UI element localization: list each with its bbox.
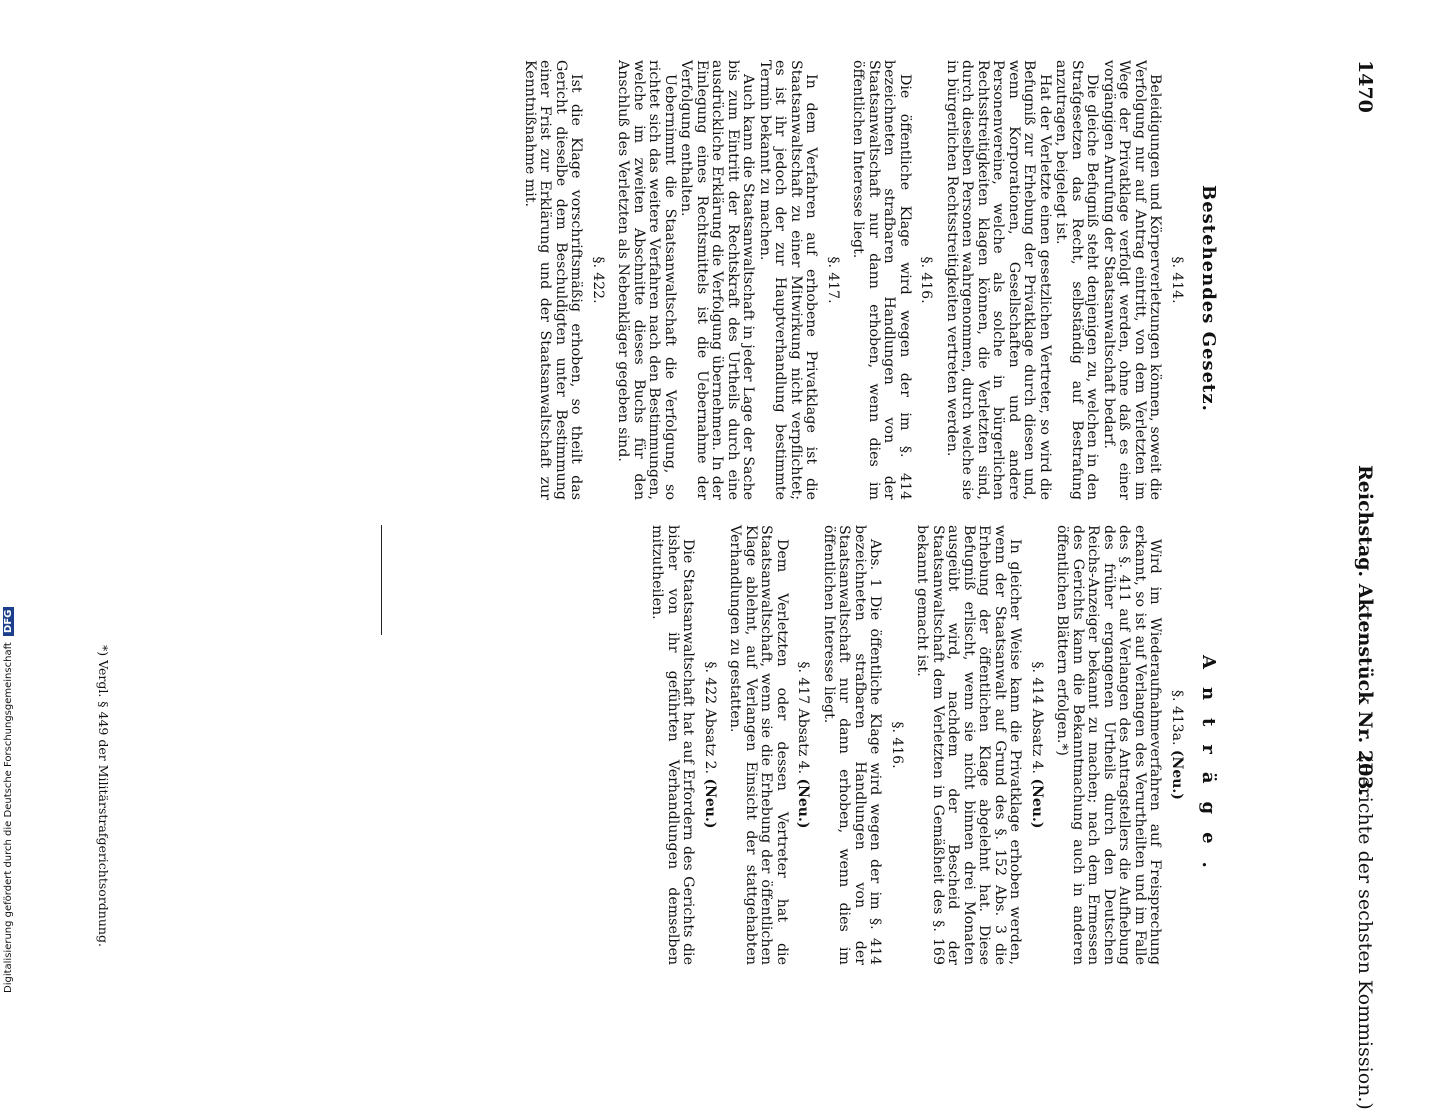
paragraph <box>649 525 696 965</box>
running-header <box>1346 60 1376 1110</box>
section-number: §. 414 Absatz 4. <box>1029 661 1045 775</box>
paragraph-text: In dem Verfahren auf erhobene Privatklage ist die Staatsanwaltschaft zu einer Mitwirkung nicht verpflichtet; es ist ihr jedoch der zur Hauptverhandlung bestimmte Termin bekannt zu machen. <box>757 60 820 500</box>
left-column-heading: Bestehendes Gesetz. <box>1198 185 1219 412</box>
paragraph-text: Wird im Wiederaufnahmeverfahren auf Freisprechung erkannt, so ist auf Verlangen des Verurtheilten und im Falle des §. 411 auf Verlangen des Antragstellers die Aufhebung des früher ergangenen Urtheils durch den Deutschen Reichs-Anzeiger bekannt zu machen; nach dem Ermessen des Gerichts kann die Bekanntmachung auch in anderen öffentlichen Blättern erfolgen.*) <box>1054 525 1164 965</box>
paragraph <box>821 525 883 965</box>
header-title: Reichstag. Aktenstück Nr. 203. <box>1354 465 1376 797</box>
digitization-note <box>3 607 14 993</box>
paragraph-text: Die öffentliche Klage wird wegen der im §. 414 bezeichneten strafbaren Handlungen von der Staatsanwaltschaft nur dann erhoben, wenn dies im öffentlichen Interesse liegt. <box>850 60 913 500</box>
section-number: §. 416. <box>918 256 935 304</box>
section-heading <box>590 60 606 500</box>
right-column-text <box>648 525 1194 965</box>
page-number: 1470 <box>1354 60 1376 113</box>
header-subtitle: (Berichte der sechsten Kommission.) <box>1354 755 1376 1110</box>
left-column-text <box>521 60 1195 500</box>
paragraph <box>850 60 912 500</box>
paragraph <box>678 60 756 500</box>
new-marker: (Neu.) <box>795 778 812 829</box>
section-number: §. 422. <box>590 256 606 304</box>
dfg-logo: DFG <box>3 607 14 636</box>
new-marker: (Neu.) <box>1169 749 1185 800</box>
paragraph <box>727 525 789 965</box>
right-column-heading: Anträge. <box>1198 655 1219 886</box>
paragraph <box>1053 60 1100 500</box>
paragraph <box>944 60 1053 500</box>
paragraph <box>757 60 819 500</box>
new-marker: (Neu.) <box>1029 778 1045 829</box>
paragraph <box>1101 60 1163 500</box>
paragraph-text: In gleicher Weise kann die Privatklage erhoben werden, wenn der Staatsanwalt auf Grund des §. 152 Abs. 3 die Erhebung der öffentlichen Klage abgelehnt hat. Diese Befugniß erlischt, wenn sie nicht binnen drei Monaten ausgeübt wird, nachdem der Bescheid der Staatsanwaltschaft dem Verletzten in Gemäßheit des §. 169 bekannt gemacht ist. <box>914 525 1024 965</box>
digitization-text: Digitalisierung gefördert durch die Deutsche Forschungsgemeinschaft <box>3 642 14 993</box>
paragraph-text: Uebernimmt die Staatsanwaltschaft die Verfolgung, so richtet sich das weitere Verfahren nach den Bestimmungen, welche im zweiten Abschnitte dieses Buchs für den Anschluß des Verletzten als Nebenkläger gegeben sind. <box>615 60 678 500</box>
paragraph <box>1054 525 1163 965</box>
section-heading <box>918 60 934 500</box>
paragraph <box>615 60 677 500</box>
footnote-rule <box>381 525 382 635</box>
section-number: §. 414. <box>1169 256 1185 304</box>
section-number: §. 422 Absatz 2. <box>702 661 718 775</box>
section-number: §. 413a. <box>1169 690 1185 746</box>
paragraph-text: Hat der Verletzte einen gesetzlichen Vertreter, so wird die Befugniß zur Erhebung der Privatklage durch diesen und, wenn Korporationen, Gesellschaften und andere Personenvereine, welche als solche in bürgerlichen Rechtsstreitigkeiten klagen können, die Verletzten sind, durch dieselben Personen wahrgenommen, durch welche sie in bürgerlichen Rechtsstreitigkeiten vertreten werden. <box>944 60 1053 500</box>
section-number: §. 417 Absatz 4. <box>795 661 812 775</box>
paragraph <box>522 60 584 500</box>
section-heading <box>1169 525 1185 965</box>
paragraph-text: Ist die Klage vorschriftsmäßig erhoben, so theilt das Gericht dieselbe dem Beschuldigten unter Bestimmung einer Frist zur Erklärung und der Staatsanwaltschaft zur Kenntnißnahme mit. <box>522 60 585 500</box>
section-heading <box>1169 60 1185 500</box>
section-number: §. 416. <box>889 721 905 769</box>
paragraph-text: Abs. 1 Die öffentliche Klage wird wegen der im §. 414 bezeichneten strafbaren Handlungen von der Staatsanwaltschaft nur dann erhoben, wenn dies im öffentlichen Interesse liegt. <box>821 525 884 965</box>
paragraph-text: Auch kann die Staatsanwaltschaft in jeder Lage der Sache bis zum Eintritt der Rechtskraft des Urtheils durch eine ausdrückliche Erklärung die Verfolgung übernehmen. In der Einlegung eines Rechtsmittels ist die Uebernahme der Verfolgung enthalten. <box>678 60 757 500</box>
paragraph-text: Beleidigungen und Körperverletzungen können, soweit die Verfolgung nur auf Antrag eintritt, von dem Verletzten im Wege der Privatklage verfolgt werden, ohne daß es einer vorgängigen Anrufung der Staatsanwaltschaft bedarf. <box>1101 60 1164 500</box>
paragraph-text: Dem Verletzten oder dessen Vertreter hat die Staatsanwaltschaft, wenn sie die Erhebung der öffentlichen Klage ablehnt, auf Verlangen Einsicht der stattgehabten Verhandlungen zu gestatten. <box>727 525 790 965</box>
new-marker: (Neu.) <box>702 778 718 829</box>
paragraph-text: Die gleiche Befugniß steht denjenigen zu, welchen in den Strafgesetzen das Recht, selbständig auf Bestrafung anzutragen, beigelegt ist. <box>1053 60 1101 500</box>
footnote: *) Vergl. § 449 der Militärstrafgerichtsordnung. <box>96 645 111 947</box>
paragraph <box>914 525 1023 965</box>
section-number: §. 417. <box>825 256 841 304</box>
section-heading <box>702 525 718 965</box>
section-heading <box>825 60 841 500</box>
section-heading <box>1029 525 1045 965</box>
paragraph-text: Die Staatsanwaltschaft hat auf Erfordern des Gerichts die bisher von ihr geführten Verhandlungen demselben mitzutheilen. <box>649 525 697 965</box>
section-heading <box>795 525 811 965</box>
section-heading <box>889 525 905 965</box>
